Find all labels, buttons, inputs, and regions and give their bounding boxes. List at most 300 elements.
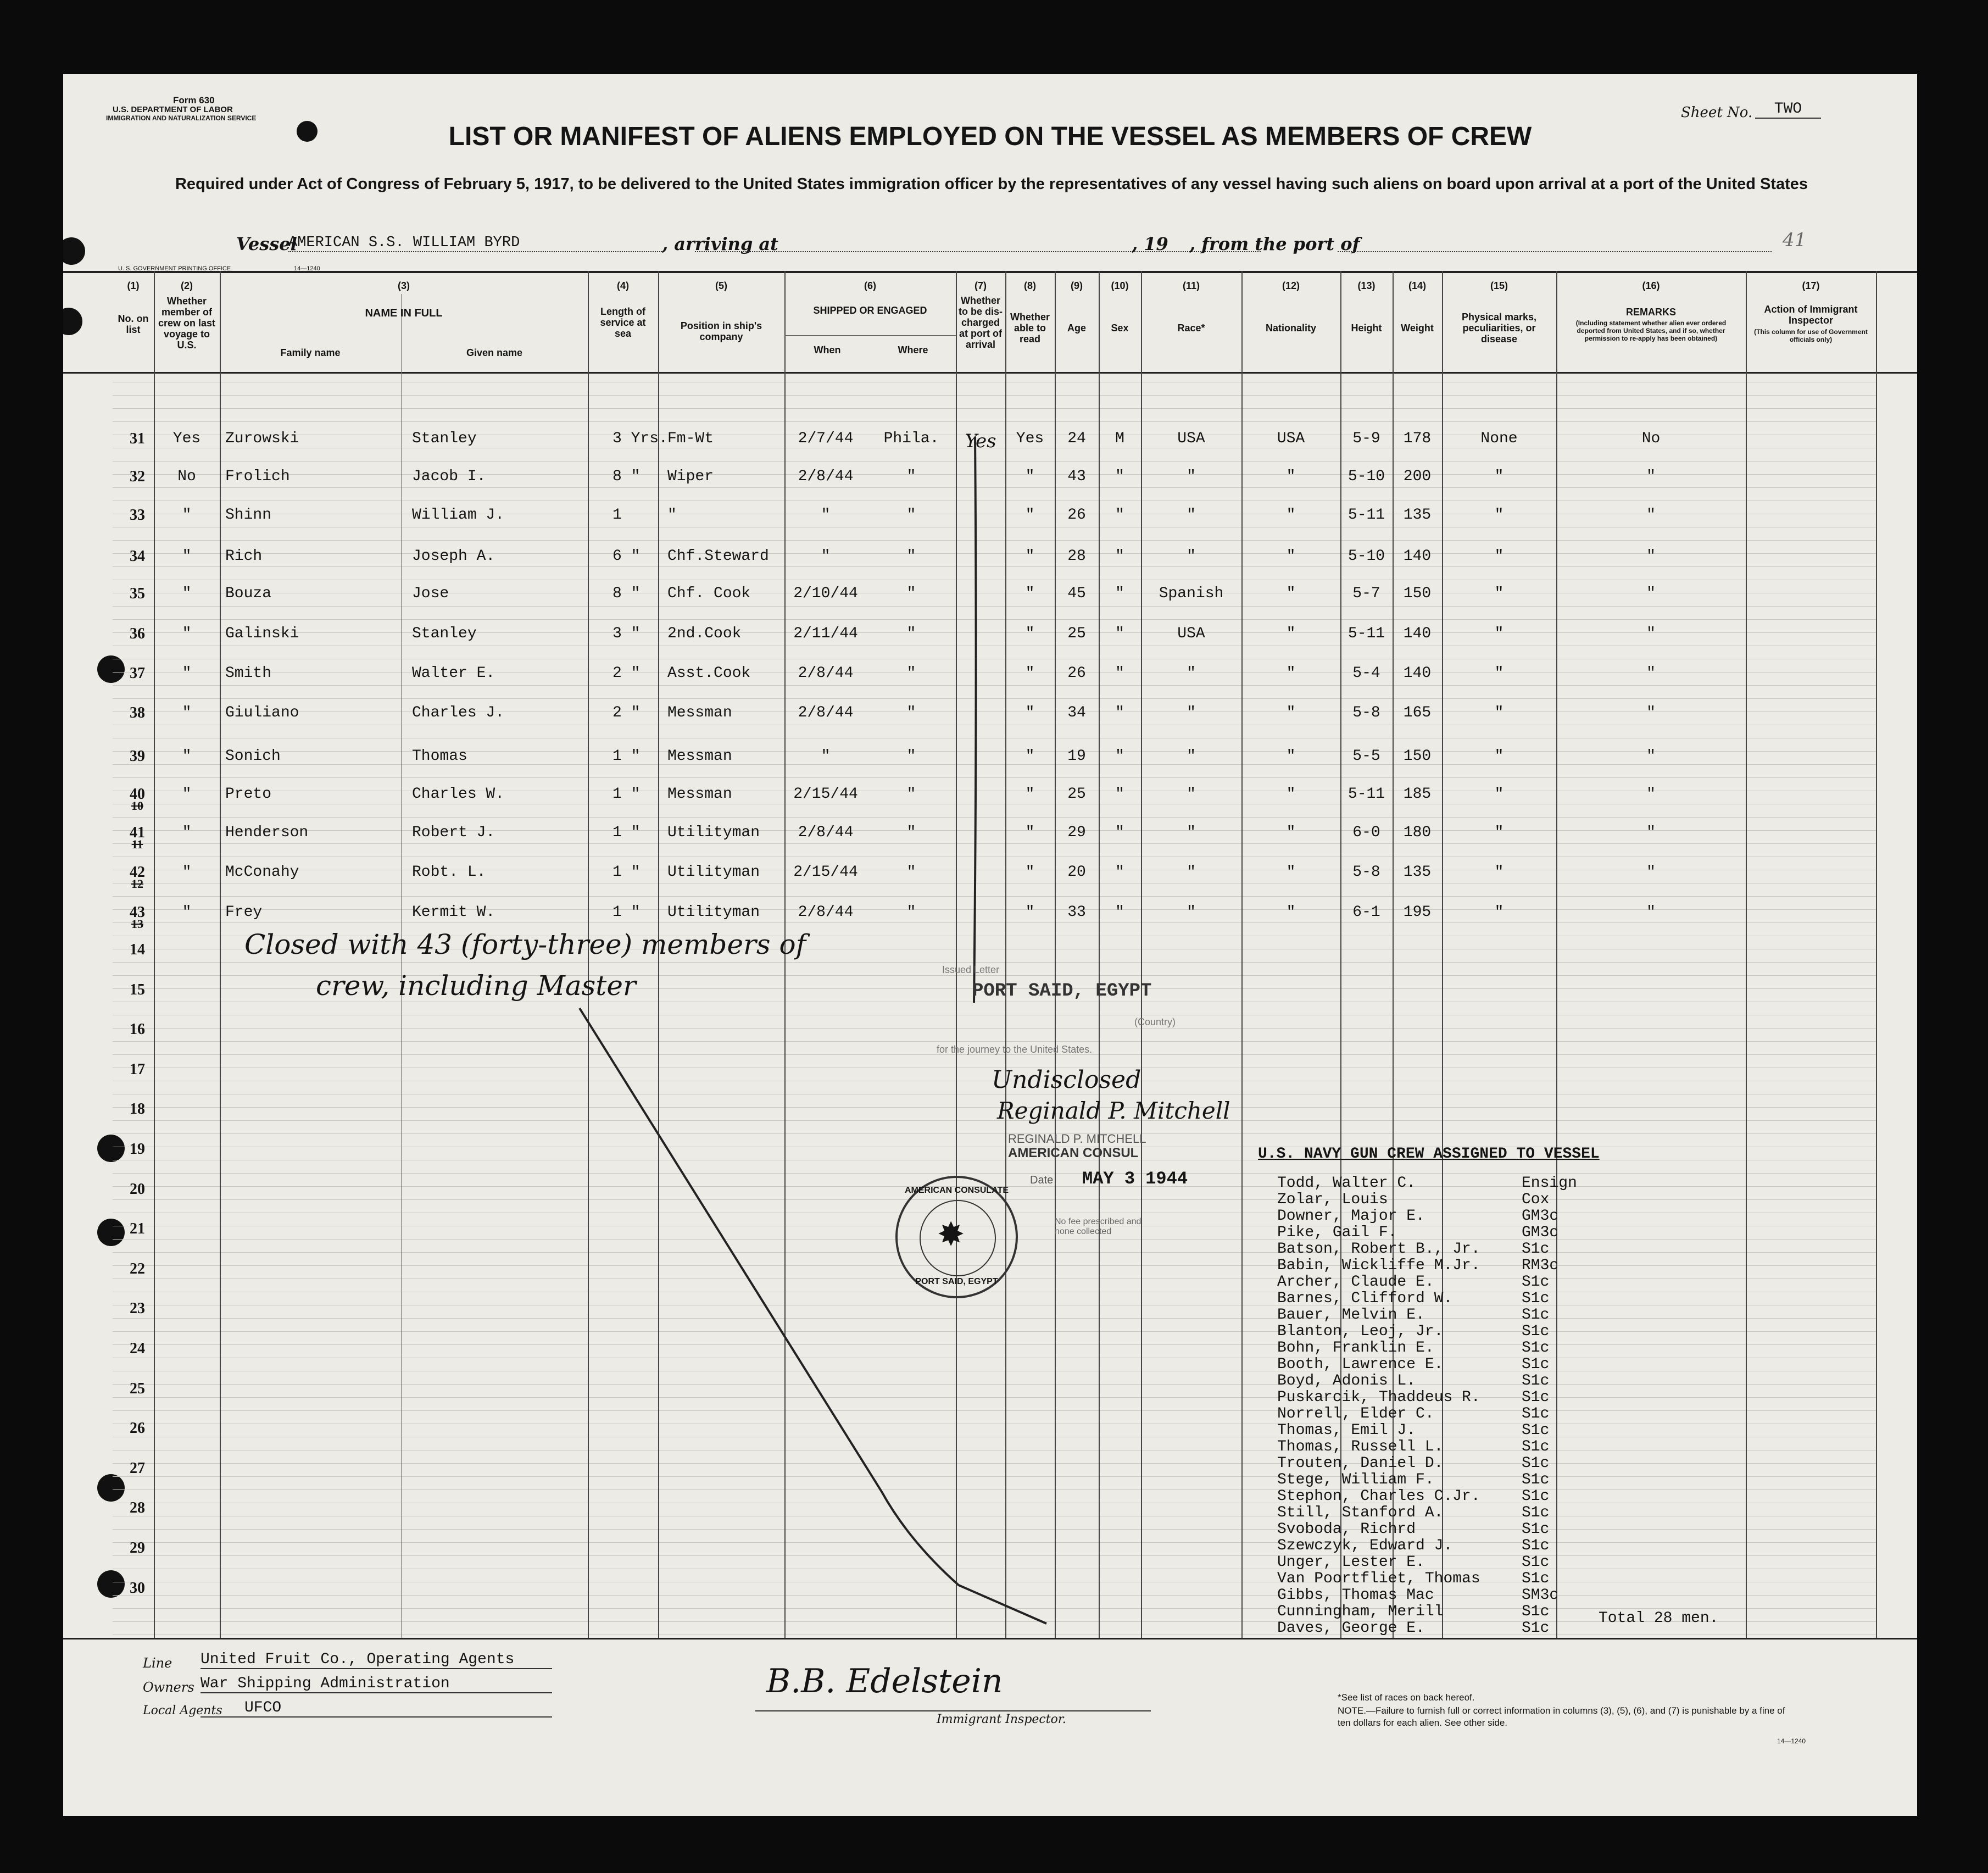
cell-last: No	[177, 468, 196, 485]
cell-age: 25	[1067, 625, 1086, 642]
cell-nationality: "	[1286, 824, 1296, 841]
cell-marks: "	[1494, 824, 1504, 841]
cell-last: "	[182, 585, 192, 602]
cell-family: McConahy	[225, 864, 299, 881]
cell-sex: "	[1115, 786, 1124, 803]
navy-member-rank: S1c	[1522, 1274, 1550, 1291]
cell-when: 2/8/44	[798, 704, 854, 721]
punch-hole	[97, 1570, 125, 1598]
cell-when: 2/8/44	[798, 468, 854, 485]
cell-age: 20	[1067, 864, 1086, 881]
seal-bottom-text: PORT SAID, EGYPT	[915, 1277, 998, 1286]
navy-member-rank: S1c	[1522, 1307, 1550, 1324]
cell-race: "	[1187, 548, 1196, 565]
col4-header: Length of service at sea	[600, 306, 646, 339]
cell-weight: 150	[1403, 585, 1432, 602]
punch-hole	[97, 1219, 125, 1246]
col13-number: (13)	[1357, 280, 1376, 291]
cell-when: 2/15/44	[793, 864, 858, 881]
department-name: U.S. DEPARTMENT OF LABOR	[113, 105, 233, 114]
col7-number: (7)	[974, 280, 987, 291]
navy-member-name: Batson, Robert B., Jr.	[1277, 1241, 1480, 1258]
col15-number: (15)	[1490, 280, 1508, 291]
navy-member-name: Thomas, Emil J.	[1277, 1422, 1416, 1439]
cell-race: "	[1187, 507, 1196, 524]
cell-given: Jose	[412, 585, 449, 602]
navy-member-name: Gibbs, Thomas Mac	[1277, 1587, 1434, 1604]
cell-age: 19	[1067, 748, 1086, 765]
stamp-date-label: Date	[1030, 1174, 1054, 1186]
navy-member-rank: S1c	[1522, 1620, 1550, 1637]
cell-age: 25	[1067, 786, 1086, 803]
agents-value: UFCO	[201, 1699, 552, 1718]
cell-height: 5-10	[1347, 468, 1385, 485]
cell-nationality: "	[1286, 507, 1296, 524]
navy-member-rank: SM3c	[1522, 1587, 1559, 1604]
cell-weight: 140	[1403, 548, 1432, 565]
row-number: 16	[130, 1021, 145, 1038]
col-divider	[220, 271, 221, 1638]
navy-member-rank: S1c	[1522, 1603, 1550, 1620]
cell-height: 6-0	[1352, 824, 1380, 841]
cell-where: "	[906, 507, 916, 524]
navy-member-name: Bauer, Melvin E.	[1277, 1307, 1425, 1324]
cell-when: 2/10/44	[793, 585, 858, 602]
cell-position: Wiper	[667, 468, 714, 485]
cell-service: 2 "	[612, 704, 641, 721]
navy-member-rank: S1c	[1522, 1521, 1550, 1538]
row-number: 25	[130, 1380, 145, 1397]
navy-member-name: Puskarcik, Thaddeus R.	[1277, 1389, 1480, 1406]
row-number: 21	[130, 1220, 145, 1238]
cell-weight: 180	[1403, 824, 1432, 841]
row-number: 19	[130, 1141, 145, 1158]
row-number: 26	[130, 1420, 145, 1437]
navy-member-name: Archer, Claude E.	[1277, 1274, 1434, 1291]
cell-position: 2nd.Cook	[667, 625, 742, 642]
ruled-line	[113, 922, 1876, 923]
cell-service: 1 "	[612, 786, 641, 803]
navy-member-name: Booth, Lawrence E.	[1277, 1356, 1444, 1373]
col-divider	[401, 294, 402, 1638]
cell-service: 2 "	[612, 665, 641, 682]
cell-given: Charles W.	[412, 786, 505, 803]
cell-no: 40	[130, 786, 145, 803]
col6-number: (6)	[864, 280, 876, 291]
seal-top-text: AMERICAN CONSULATE	[904, 1186, 1009, 1195]
cell-remarks: "	[1646, 585, 1656, 602]
cell-read: "	[1025, 824, 1035, 841]
cell-service: 1	[612, 507, 622, 524]
navy-member-rank: RM3c	[1522, 1257, 1559, 1274]
footer-code: 14—1240	[1777, 1737, 1806, 1745]
cell-when: 2/11/44	[793, 625, 858, 642]
cell-race: "	[1187, 468, 1196, 485]
fine-note: NOTE.—Failure to furnish full or correct information in columns (3), (5), (6), and (7) is punishable by a fine of ten dollars for each alien. See other side.	[1338, 1705, 1785, 1728]
stamp-undisclosed: Undisclosed	[992, 1066, 1141, 1094]
closing-note-line2: crew, including Master	[316, 970, 636, 1002]
cell-no: 33	[130, 507, 145, 524]
when-header: When	[814, 344, 841, 355]
stamp-line-a: Issued Letter	[942, 964, 1000, 975]
cell-given: Robt. L.	[412, 864, 486, 881]
cell-position: Messman	[667, 748, 732, 765]
col14-header: Weight	[1401, 323, 1434, 334]
cell-sex: "	[1115, 625, 1124, 642]
punch-hole	[63, 237, 85, 265]
cell-remarks: "	[1646, 704, 1656, 721]
cell-position: Chf. Cook	[667, 585, 751, 602]
navy-member-name: Pike, Gail F.	[1277, 1224, 1397, 1241]
cell-age: 33	[1067, 904, 1086, 921]
ruled-line	[113, 487, 1876, 488]
cell-read: "	[1025, 585, 1035, 602]
sheet-label: Sheet No.	[1681, 104, 1753, 121]
cell-no: 42	[130, 864, 145, 881]
ruled-line	[113, 896, 1876, 897]
closing-note-line1: Closed with 43 (forty-three) members of	[244, 929, 806, 960]
navy-member-rank: S1c	[1522, 1570, 1550, 1587]
cell-where: "	[906, 904, 916, 921]
line-value: United Fruit Co., Operating Agents	[201, 1651, 552, 1669]
cell-remarks: "	[1646, 468, 1656, 485]
navy-member-name: Boyd, Adonis L.	[1277, 1372, 1416, 1390]
cell-remarks: "	[1646, 786, 1656, 803]
form-number: Form 630	[173, 95, 215, 105]
cell-position: Utilityman	[667, 864, 760, 881]
cell-when: 2/8/44	[798, 665, 854, 682]
col16-subheader: (Including statement whether alien ever ordered deported from United States, and if so, whether permission to re-apply has been obtained)	[1575, 319, 1727, 342]
row-number: 18	[130, 1101, 145, 1118]
navy-member-rank: S1c	[1522, 1488, 1550, 1505]
cell-height: 5-11	[1347, 507, 1385, 524]
cell-read: "	[1025, 548, 1035, 565]
cell-read: "	[1025, 704, 1035, 721]
cell-remarks: "	[1646, 904, 1656, 921]
ruled-line	[113, 461, 1876, 462]
ruled-line	[113, 421, 1876, 422]
cell-marks: None	[1480, 430, 1518, 447]
cell-no: 35	[130, 585, 145, 602]
cell-height: 5-11	[1347, 786, 1385, 803]
navy-heading: U.S. NAVY GUN CREW ASSIGNED TO VESSEL	[1258, 1146, 1600, 1163]
cell-sex: "	[1115, 748, 1124, 765]
navy-member-rank: S1c	[1522, 1504, 1550, 1521]
navy-member-name: Stege, William F.	[1277, 1471, 1434, 1488]
cell-age: 34	[1067, 704, 1086, 721]
cell-weight: 135	[1403, 864, 1432, 881]
cell-race: "	[1187, 904, 1196, 921]
arriving-field	[695, 251, 1261, 252]
line-label: Line	[143, 1655, 172, 1671]
cell-last: "	[182, 786, 192, 803]
cell-last: "	[182, 824, 192, 841]
cell-race: "	[1187, 748, 1196, 765]
col-divider	[154, 271, 155, 1638]
navy-member-rank: GM3c	[1522, 1208, 1559, 1225]
cell-marks: "	[1494, 704, 1504, 721]
cell-given: William J.	[412, 507, 505, 524]
cell-age: 45	[1067, 585, 1086, 602]
cell-no: 41	[130, 824, 145, 841]
ruled-line	[113, 408, 1876, 409]
cell-nationality: "	[1286, 625, 1296, 642]
cell-service: 1 "	[612, 748, 641, 765]
col10-number: (10)	[1111, 280, 1129, 291]
navy-member-name: Stephon, Charles C.Jr.	[1277, 1488, 1480, 1505]
cell-last: "	[182, 864, 192, 881]
cell-nationality: "	[1286, 548, 1296, 565]
cell-height: 5-4	[1352, 665, 1380, 682]
cell-family: Frolich	[225, 468, 290, 485]
cell-no: 43	[130, 904, 145, 921]
row-number: 30	[130, 1579, 145, 1597]
ruled-line	[113, 817, 1876, 818]
cell-height: 5-11	[1347, 625, 1385, 642]
row-number: 23	[130, 1300, 145, 1318]
cell-nationality: "	[1286, 864, 1296, 881]
cell-service: 1 "	[612, 824, 641, 841]
cell-sex: "	[1115, 665, 1124, 682]
port-field	[1338, 251, 1772, 252]
agents-label: Local Agents	[143, 1704, 222, 1718]
col2-header: Whether member of crew on last voyage to U.S.	[158, 296, 216, 351]
row-number: 22	[130, 1260, 145, 1277]
col3-number: (3)	[398, 280, 410, 291]
given-name-header: Given name	[466, 347, 523, 358]
navy-member-rank: S1c	[1522, 1340, 1550, 1357]
navy-member-rank: Ensign	[1522, 1175, 1577, 1192]
cell-last: "	[182, 507, 192, 524]
ruled-line	[113, 843, 1876, 844]
cell-age: 24	[1067, 430, 1086, 447]
cell-sex: "	[1115, 704, 1124, 721]
cell-age: 26	[1067, 665, 1086, 682]
col16-number: (16)	[1642, 280, 1660, 291]
navy-member-name: Unger, Lester E.	[1277, 1554, 1425, 1571]
cell-height: 5-8	[1352, 704, 1380, 721]
row-number: 24	[130, 1340, 145, 1357]
discharge-ditto-line	[964, 437, 986, 1008]
navy-member-name: Norrell, Elder C.	[1277, 1405, 1434, 1422]
cell-given: Kermit W.	[412, 904, 495, 921]
row-number: 20	[130, 1180, 145, 1198]
col17-header: Action of Immigrant Inspector	[1764, 304, 1858, 326]
cell-read: Yes	[1016, 430, 1044, 447]
page-subtitle: Required under Act of Congress of February 5, 1917, to be delivered to the United States immigration officer by the representatives of any vessel having such aliens on board upon arrival at a port of the United States	[175, 175, 1808, 193]
shipped-subrule	[784, 335, 956, 336]
cell-position: Asst.Cook	[667, 665, 751, 682]
ruled-line	[113, 685, 1876, 686]
col1-header: No. on list	[118, 313, 149, 335]
cell-marks: "	[1494, 548, 1504, 565]
cell-service: 3 "	[612, 625, 641, 642]
col9-number: (9)	[1071, 280, 1083, 291]
eagle-icon: ✸	[937, 1216, 965, 1253]
punch-hole	[97, 1474, 125, 1502]
stamp-line-c: for the journey to the United States.	[937, 1044, 1093, 1055]
row-number: 15	[130, 981, 145, 998]
col11-header: Race*	[1177, 323, 1205, 334]
cell-weight: 135	[1403, 507, 1432, 524]
cell-weight: 185	[1403, 786, 1432, 803]
cell-height: 5-10	[1347, 548, 1385, 565]
col7-header: Whether to be dis-charged at port of arrival	[959, 295, 1003, 350]
cell-no: 34	[130, 548, 145, 565]
cell-remarks: "	[1646, 665, 1656, 682]
cell-read: "	[1025, 786, 1035, 803]
family-name-header: Family name	[280, 347, 341, 358]
table-bottom-rule	[63, 1638, 1917, 1639]
cell-sex: "	[1115, 904, 1124, 921]
consulate-seal	[895, 1176, 1018, 1298]
cell-family: Frey	[225, 904, 263, 921]
col8-number: (8)	[1024, 280, 1036, 291]
ruled-line	[113, 619, 1876, 620]
consul-signature: Reginald P. Mitchell	[997, 1097, 1230, 1124]
cell-when: 2/7/44	[798, 430, 854, 447]
cell-nationality: "	[1286, 904, 1296, 921]
cell-read: "	[1025, 864, 1035, 881]
cell-where: Phila.	[883, 430, 939, 447]
col12-number: (12)	[1282, 280, 1300, 291]
col5-number: (5)	[715, 280, 727, 291]
printed-row-number: 10	[131, 799, 143, 813]
cell-position: Messman	[667, 786, 732, 803]
cell-when: 2/8/44	[798, 824, 854, 841]
cell-sex: "	[1115, 824, 1124, 841]
cell-family: Henderson	[225, 824, 309, 841]
cell-discharged: Yes	[965, 430, 996, 452]
col6-header: SHIPPED OR ENGAGED	[813, 305, 927, 316]
col8-header: Whether able to read	[1010, 312, 1050, 344]
punch-hole	[97, 655, 125, 683]
cell-read: "	[1025, 507, 1035, 524]
col15-header: Physical marks, peculiarities, or disease	[1461, 312, 1537, 344]
punch-hole	[97, 1135, 125, 1162]
cell-family: Galinski	[225, 625, 299, 642]
col9-header: Age	[1067, 323, 1086, 334]
row-number: 27	[130, 1459, 145, 1477]
cell-race: "	[1187, 665, 1196, 682]
cell-when: "	[821, 748, 831, 765]
cell-read: "	[1025, 625, 1035, 642]
cell-service: 6 "	[612, 548, 641, 565]
inspector-signature: B.B. Edelstein	[766, 1662, 1003, 1700]
col13-header: Height	[1351, 323, 1382, 334]
navy-member-name: Still, Stanford A.	[1277, 1504, 1444, 1521]
print-code: 14—1240	[294, 265, 320, 272]
cell-service: 8 "	[612, 585, 641, 602]
sheet-number: TWO	[1755, 101, 1821, 119]
cell-position: Fm-Wt	[667, 430, 714, 447]
cell-remarks: "	[1646, 625, 1656, 642]
cell-sex: "	[1115, 585, 1124, 602]
cell-last: "	[182, 748, 192, 765]
navy-member-rank: S1c	[1522, 1537, 1550, 1554]
col16-header: REMARKS	[1625, 307, 1676, 318]
navy-member-rank: S1c	[1522, 1241, 1550, 1258]
ruled-line	[113, 698, 1876, 699]
cell-given: Walter E.	[412, 665, 495, 682]
cell-age: 43	[1067, 468, 1086, 485]
row-number: 29	[130, 1539, 145, 1557]
corner-mark: 41	[1783, 229, 1807, 251]
cell-where: "	[906, 625, 916, 642]
navy-member-rank: GM3c	[1522, 1224, 1559, 1241]
navy-member-name: Cunningham, Merill	[1277, 1603, 1444, 1620]
year-label: , 19	[1132, 234, 1168, 254]
cell-marks: "	[1494, 864, 1504, 881]
cell-sex: "	[1115, 864, 1124, 881]
navy-member-rank: S1c	[1522, 1554, 1550, 1571]
navy-member-rank: S1c	[1522, 1389, 1550, 1406]
navy-member-name: Thomas, Russell L.	[1277, 1438, 1444, 1455]
cell-remarks: "	[1646, 864, 1656, 881]
navy-member-rank: S1c	[1522, 1438, 1550, 1455]
navy-member-rank: S1c	[1522, 1372, 1550, 1390]
col5-header: Position in ship's company	[680, 320, 762, 342]
col17-subheader: (This column for use of Government officials only)	[1754, 328, 1868, 343]
navy-member-name: Bohn, Franklin E.	[1277, 1340, 1434, 1357]
cell-race: "	[1187, 704, 1196, 721]
cell-no: 39	[130, 748, 145, 765]
col4-number: (4)	[617, 280, 629, 291]
cell-when: 2/8/44	[798, 904, 854, 921]
inspector-label: Immigrant Inspector.	[937, 1713, 1066, 1726]
cell-weight: 140	[1403, 625, 1432, 642]
cell-nationality: "	[1286, 665, 1296, 682]
cell-read: "	[1025, 748, 1035, 765]
cell-where: "	[906, 468, 916, 485]
navy-member-name: Szewczyk, Edward J.	[1277, 1537, 1453, 1554]
port-label: , from the port of	[1189, 234, 1360, 254]
cell-where: "	[906, 864, 916, 881]
fee-note: No fee prescribed and none collected	[1055, 1217, 1141, 1236]
cell-remarks: "	[1646, 548, 1656, 565]
cell-race: USA	[1177, 625, 1205, 642]
cell-position: "	[667, 507, 677, 524]
stamp-line-b: (Country)	[1134, 1016, 1176, 1027]
header-bottom-rule	[63, 372, 1917, 374]
col2-number: (2)	[181, 280, 193, 291]
cell-no: 31	[130, 430, 145, 447]
col10-header: Sex	[1111, 323, 1129, 334]
col12-header: Nationality	[1265, 323, 1316, 334]
cell-marks: "	[1494, 468, 1504, 485]
navy-member-rank: S1c	[1522, 1405, 1550, 1422]
cell-when: 2/15/44	[793, 786, 858, 803]
cell-family: Zurowski	[225, 430, 299, 447]
cell-where: "	[906, 824, 916, 841]
cell-weight: 195	[1403, 904, 1432, 921]
ruled-line	[113, 540, 1876, 541]
punch-hole	[63, 308, 82, 335]
cell-sex: "	[1115, 468, 1124, 485]
navy-member-name: Downer, Major E.	[1277, 1208, 1425, 1225]
races-note: *See list of races on back hereof.	[1338, 1692, 1475, 1703]
page-title: LIST OR MANIFEST OF ALIENS EMPLOYED ON THE VESSEL AS MEMBERS OF CREW	[448, 122, 1532, 151]
printed-row-number: 12	[131, 877, 143, 891]
cell-height: 5-8	[1352, 864, 1380, 881]
printed-row-number: 13	[131, 917, 143, 931]
cell-given: Thomas	[412, 748, 467, 765]
cancel-stroke	[574, 1003, 1052, 1629]
navy-member-name: Daves, George E.	[1277, 1620, 1425, 1637]
cell-given: Stanley	[412, 430, 477, 447]
cell-given: Joseph A.	[412, 548, 495, 565]
cell-given: Charles J.	[412, 704, 505, 721]
